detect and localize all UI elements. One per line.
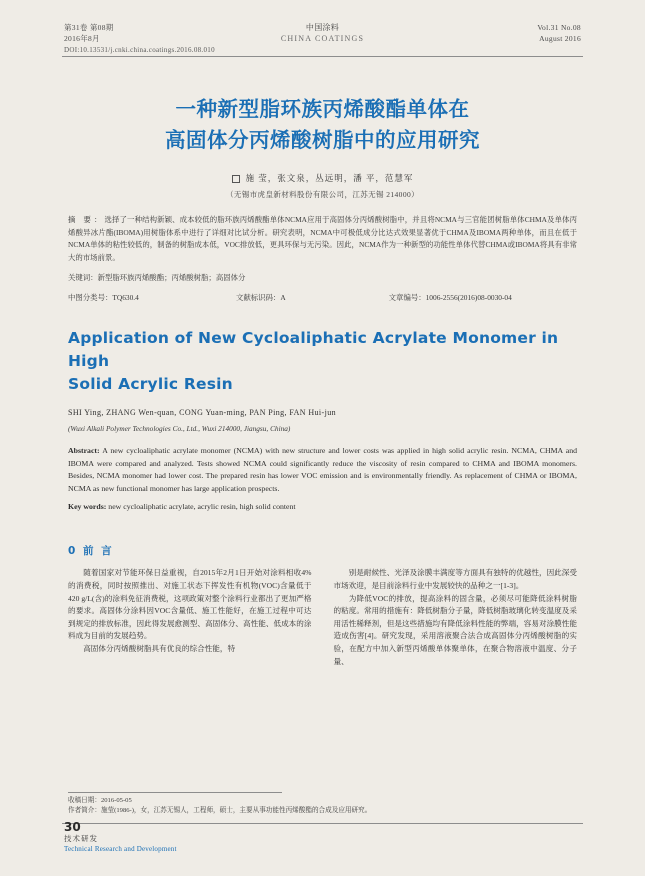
- paragraph: 别是耐候性、光泽及涂膜丰满度等方面具有独特的优越性，因此深受市场欢迎，是目前涂料行业中发展较快的品种之一[1-3]。: [333, 568, 577, 590]
- author-bio: 作者简介：施莹(1986-)，女，江苏无锡人，工程师，硕士，主要从事功能性丙烯酸酯的合成及应用研究。: [68, 807, 372, 814]
- abstract-cn-text: 选择了一种结构新颖、成本较低的脂环族丙烯酸酯单体NCMA应用于高固体分丙烯酸树脂中，并且将NCMA与三官能团树脂单体CHMA及单体丙烯酸异冰片酯(IBOMA)用树脂体系中进行了详细对比试分析。研究表明，NCMA中可极低成分比达式效果显著优于CHMA及IBOMA两种单体，而且在低于NCMA单体的粘性较低的，制备的树脂成本低，VOC排放低，更具环保与无污染。因此，NCMA作为一种新型的功能性单体代替CHMA或IBOMA将具有非常大的市场前景。: [68, 215, 577, 262]
- received-date: 收稿日期：2016-05-05: [68, 797, 132, 804]
- keywords-en-label: Key words:: [68, 502, 107, 512]
- abstract-en-text: A new cycloaliphatic acrylate monomer (NCMA) with new structure and lower costs was applied in high solid acrylic resin. NCMA, CHMA and IBOMA were compared and analyzed. Tests showed NCMA could significantly reduce the viscosity of resin compared to CHMA and IBOMA monomers. Besides, NCMA monomer had lower cost. The prepared resin has lower VOC emission and is environmentally friendly. As replacement of CHMA or IBOMA, NCMA as new functional monomer has large application prospects.: [68, 446, 577, 493]
- authors-cn-text: 施 莹，张文泉，丛远明，潘 平，范慧军: [245, 173, 414, 183]
- volume-issue: 第31卷 第08期: [64, 23, 114, 32]
- doi-text: DOI:10.13531/j.cnki.china.coatings.2016.08.010: [64, 46, 215, 54]
- running-head-center: [28, 22, 617, 44]
- keywords-cn: 关键词：新型脂环族丙烯酸酯；丙烯酸树脂；高固体分: [68, 273, 246, 282]
- article-id: 文章编号：1006-2556(2016)08-0030-04: [388, 293, 512, 302]
- document-code: 文献标识码：A: [235, 293, 286, 302]
- journal-name-cn: 中国涂料: [305, 23, 340, 32]
- section-heading: 0 前 言: [68, 545, 114, 558]
- body-column-right: [334, 567, 578, 668]
- paragraph: 为降低VOC的排放，提高涂料的固含量，必须尽可能降低涂料树脂的粘度。常用的措施有：降低树脂分子量，降低树脂玻璃化转变温度及采用活性稀释剂，但是这些措施均有降低涂料性能的弊端，容易对涂膜性能造成伤害[4]。研究发现，采用溶液聚合法合成高固体分丙烯酸树脂的实验，在配方中加入新型丙烯酸单体聚单体，在聚合物溶液中温度、分子量、: [333, 593, 577, 666]
- issue-date: 2016年8月: [64, 34, 100, 43]
- authors-en: SHI Ying, ZHANG Wen-quan, CONG Yuan-ming, PAN Ping, FAN Hui-jun: [68, 408, 337, 417]
- affiliation-cn: （无锡市虎皇新材料股份有限公司，江苏无锡 214000）: [225, 190, 420, 199]
- keywords-en: [68, 501, 577, 513]
- abstract-en: [68, 445, 577, 495]
- page-title-cn: [68, 94, 577, 156]
- page-content: [28, 22, 617, 860]
- abstract-cn-label: 摘 要：: [68, 215, 105, 224]
- footer-section-en: Technical Research and Development: [64, 845, 177, 853]
- body-column-left: [68, 567, 312, 668]
- footer-section-cn: 技术研发: [64, 834, 98, 843]
- title-cn-line2: 高固体分丙烯酸树脂中的应用研究: [165, 128, 480, 152]
- footnote-block: [68, 792, 577, 816]
- page-title-en: [68, 327, 577, 396]
- running-head-right: [537, 22, 581, 44]
- abstract-en-label: Abstract:: [68, 446, 100, 455]
- footnote-divider: [68, 792, 282, 793]
- header-divider: [62, 56, 583, 57]
- title-en-line1: Application of New Cycloaliphatic Acrylate Monomer in High: [68, 329, 559, 370]
- paragraph: 高固体分丙烯酸树脂具有优良的综合性能，特: [83, 643, 236, 653]
- classification-row: [68, 292, 577, 303]
- abstract-cn: [68, 214, 577, 264]
- authors-cn: [28, 172, 617, 184]
- keywords-en-text: new cycloaliphatic acrylate, acrylic resin, high solid content: [106, 502, 296, 512]
- clc-number: 中图分类号：TQ630.4: [68, 293, 139, 302]
- journal-name-en: CHINA COATINGS: [280, 34, 365, 43]
- title-en-line2: Solid Acrylic Resin: [68, 375, 233, 393]
- body-columns: [68, 567, 577, 668]
- volume-issue-en: Vol.31 No.08: [537, 23, 581, 32]
- affiliation-en: (Wuxi Alkali Polymer Technologies Co., Ltd., Wuxi 214000, Jiangsu, China): [68, 424, 291, 433]
- title-cn-line1: 一种新型脂环族丙烯酸酯单体在: [175, 97, 470, 121]
- page-number: 30: [64, 820, 81, 834]
- page-footer: [64, 820, 177, 854]
- running-head: [28, 22, 617, 68]
- issue-date-en: August 2016: [539, 34, 581, 43]
- paragraph: 随着国家对节能环保日益重视，自2015年2月1日开始对涂料相收4%的消费税，同时按照推出、对施工状态下挥发性有机物(VOC)含量低于420 g/L(含)的涂料免征消费税，这项政策对整个涂料行业都出了更加严格的要求。高固体分涂料因VOC含量低、施工性能好，在施工过程中可达到规定的排放标准，因此得发展愈测型、高固体分、高性能、低成本的涂料成为目前的发展趋势。: [68, 568, 312, 641]
- square-marker-icon: [232, 175, 240, 183]
